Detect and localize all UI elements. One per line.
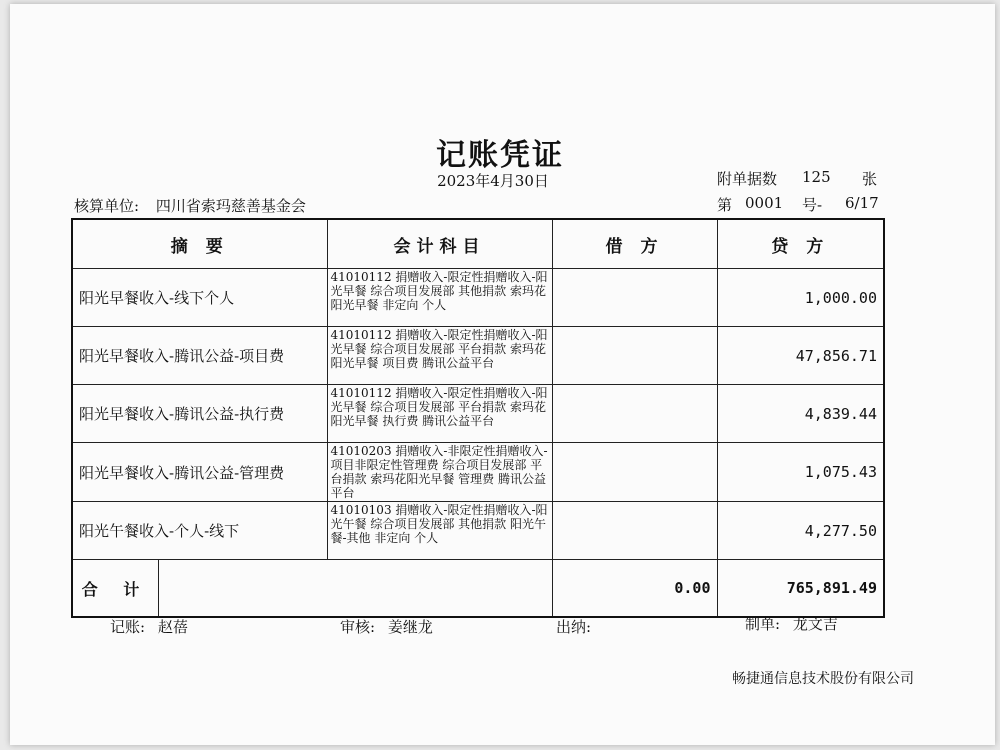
total-credit: 765,891.49	[717, 560, 884, 618]
preparer	[745, 613, 838, 634]
row-debit	[552, 443, 717, 502]
preparer-name: 龙文吉	[792, 615, 838, 633]
row-summary: 阳光早餐收入-腾讯公益-管理费	[72, 443, 327, 502]
reviewer-label: 审核:	[340, 618, 376, 636]
row-credit: 4,839.44	[717, 385, 884, 443]
unit-label: 核算单位:	[74, 197, 140, 215]
total-blank	[159, 560, 552, 616]
reviewer-name: 姜继龙	[387, 618, 433, 636]
attach-unit: 张	[862, 170, 878, 188]
attach-label: 附单据数	[717, 170, 778, 188]
header-row	[72, 219, 884, 269]
row-debit	[552, 385, 717, 443]
total-inner	[73, 560, 552, 616]
row-debit	[552, 269, 717, 327]
bookkeeper	[110, 616, 188, 637]
row-credit: 47,856.71	[717, 327, 884, 385]
no-page: 6/17	[845, 194, 879, 212]
table-row	[72, 443, 884, 502]
bookkeeper-label: 记账:	[110, 618, 146, 636]
header-summary: 摘 要	[72, 219, 327, 269]
no-prefix: 第	[717, 196, 733, 214]
table-row	[72, 385, 884, 443]
row-account: 41010203 捐赠收入-非限定性捐赠收入-项目非限定性管理费 综合项目发展部 平台捐款 索玛花阳光早餐 管理费 腾讯公益平台	[327, 443, 552, 502]
table-row	[72, 502, 884, 560]
row-account: 41010112 捐赠收入-限定性捐赠收入-阳光早餐 综合项目发展部 平台捐款 索玛花阳光早餐 执行费 腾讯公益平台	[327, 385, 552, 443]
table-row	[72, 327, 884, 385]
reviewer	[340, 616, 433, 637]
total-row	[72, 560, 884, 618]
header-credit: 贷 方	[717, 219, 884, 269]
row-credit: 4,277.50	[717, 502, 884, 560]
preparer-label: 制单:	[745, 615, 781, 633]
voucher-title: 记账凭证	[436, 138, 564, 173]
row-debit	[552, 502, 717, 560]
unit-name: 四川省索玛慈善基金会	[155, 197, 306, 215]
table-row	[72, 269, 884, 327]
bookkeeper-name: 赵蓓	[157, 618, 188, 636]
no-suffix: 号-	[802, 196, 823, 214]
row-account: 41010112 捐赠收入-限定性捐赠收入-阳光早餐 综合项目发展部 平台捐款 索玛花阳光早餐 项目费 腾讯公益平台	[327, 327, 552, 385]
accounting-unit	[74, 195, 306, 216]
no-value: 0001	[745, 194, 784, 212]
total-label-cell	[72, 560, 552, 618]
header-debit: 借 方	[552, 219, 717, 269]
attach-count: 125	[802, 168, 831, 186]
total-label: 合 计	[73, 560, 159, 616]
total-debit: 0.00	[552, 560, 717, 618]
voucher-table	[71, 218, 885, 618]
row-summary: 阳光早餐收入-腾讯公益-项目费	[72, 327, 327, 385]
row-summary: 阳光午餐收入-个人-线下	[72, 502, 327, 560]
cashier-label: 出纳:	[556, 618, 592, 636]
row-summary: 阳光早餐收入-线下个人	[72, 269, 327, 327]
row-debit	[552, 327, 717, 385]
row-credit: 1,000.00	[717, 269, 884, 327]
cashier	[556, 616, 599, 637]
row-account: 41010112 捐赠收入-限定性捐赠收入-阳光早餐 综合项目发展部 其他捐款 索玛花阳光早餐 非定向 个人	[327, 269, 552, 327]
software-company: 畅捷通信息技术股份有限公司	[732, 671, 914, 687]
header-account: 会计科目	[327, 219, 552, 269]
row-summary: 阳光早餐收入-腾讯公益-执行费	[72, 385, 327, 443]
row-account: 41010103 捐赠收入-限定性捐赠收入-阳光午餐 综合项目发展部 其他捐款 阳光午餐-其他 非定向 个人	[327, 502, 552, 560]
row-credit: 1,075.43	[717, 443, 884, 502]
voucher-date: 2023年4月30日	[437, 172, 549, 190]
